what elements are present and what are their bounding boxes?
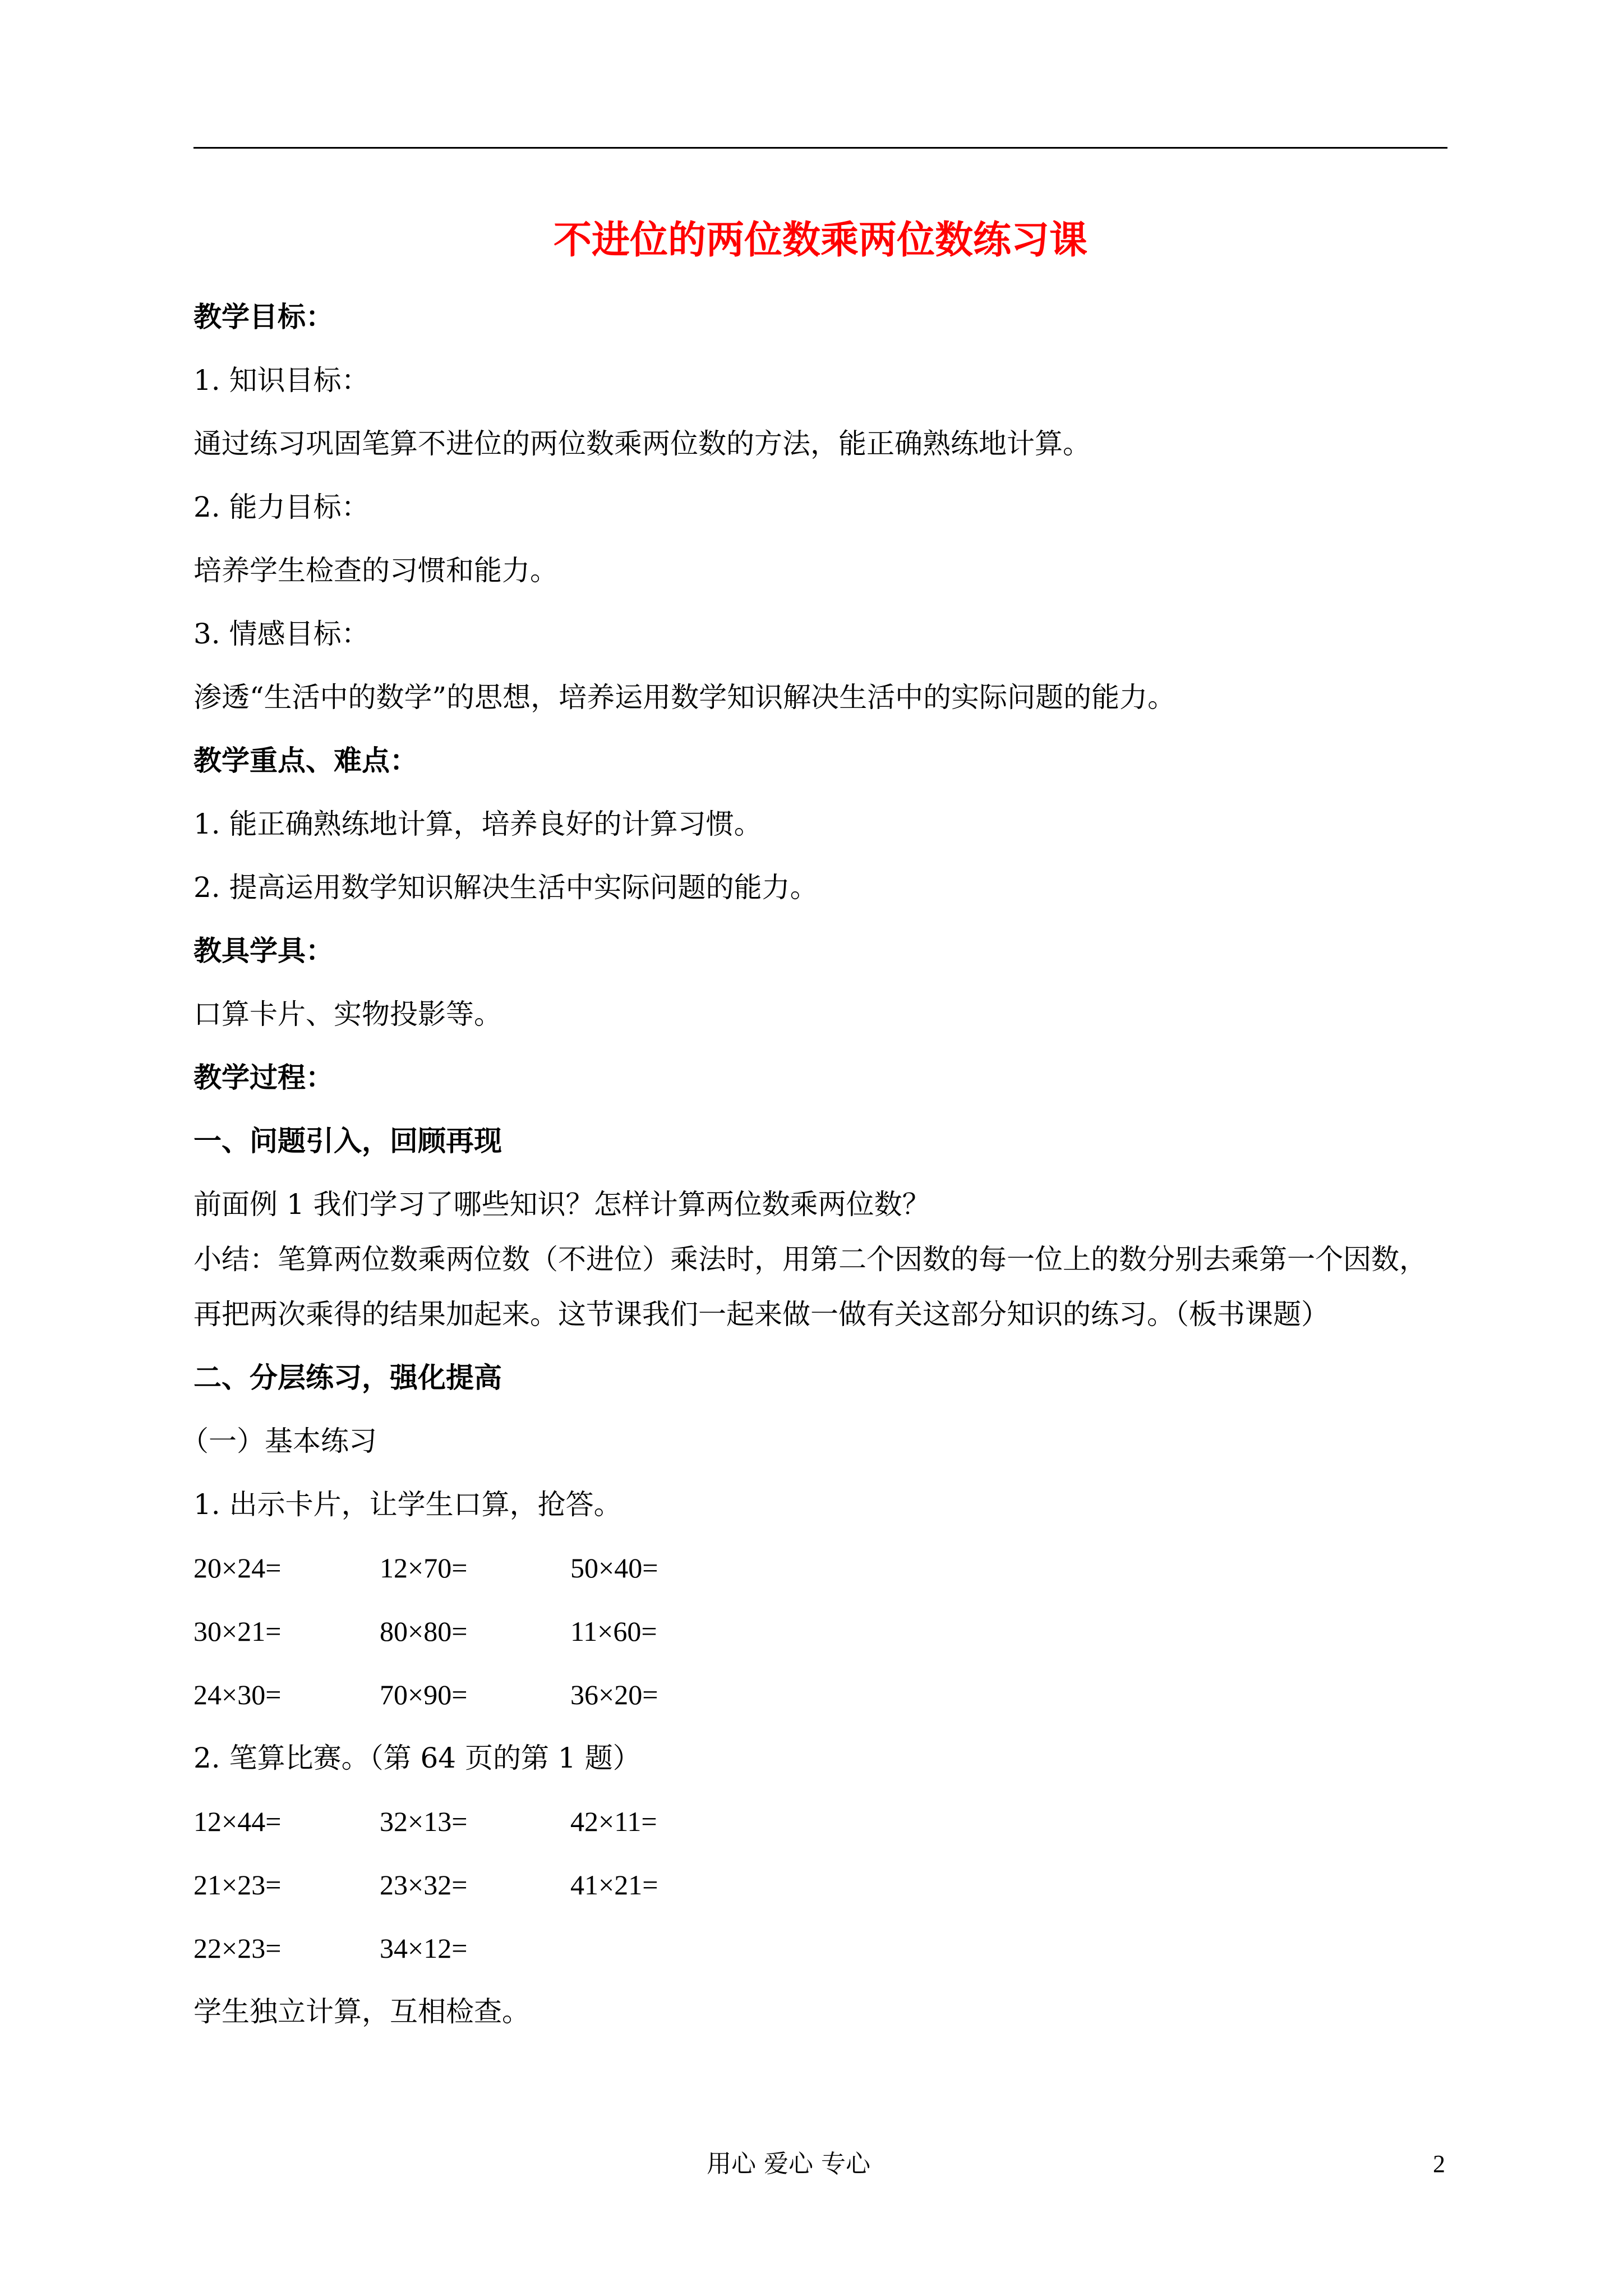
written-problem: 34×12= [380,1932,468,1964]
part-1-text: 前面例 1 我们学习了哪些知识？怎样计算两位数乘两位数？ [193,1188,930,1221]
oral-problem: 30×21= [193,1616,282,1647]
key-point-2: 2. 提高运用数学知识解决生活中实际问题的能力。 [193,871,818,904]
written-problem: 12×44= [193,1806,282,1837]
oral-problem: 12×70= [380,1552,468,1584]
page-number: 2 [1433,2150,1445,2178]
tools-heading: 教具学具： [193,934,334,967]
oral-problem: 70×90= [380,1679,468,1710]
written-problem: 32×13= [380,1806,468,1837]
oral-problem: 24×30= [193,1679,282,1710]
part-2-heading: 二、分层练习，强化提高 [193,1361,502,1394]
written-problem: 23×32= [380,1869,468,1901]
oral-problem: 11×60= [570,1616,657,1647]
closing-text: 学生独立计算，互相检查。 [193,1995,530,2028]
oral-problem: 36×20= [570,1679,658,1710]
written-problem: 21×23= [193,1869,282,1901]
objective-3-text: 渗透“生活中的数学”的思想，培养运用数学知识解决生活中的实际问题的能力。 [193,681,1176,714]
basic-practice-label: （一）基本练习 [181,1425,377,1457]
process-heading: 教学过程： [193,1061,334,1094]
oral-problem: 50×40= [570,1552,658,1584]
objective-3-label: 3. 情感目标： [193,618,370,650]
exercise-2-label: 2. 笔算比赛。（第 64 页的第 1 题） [193,1742,641,1774]
objectives-heading: 教学目标： [193,300,334,333]
objective-2-label: 2. 能力目标： [193,491,370,523]
key-points-heading: 教学重点、难点： [193,744,418,777]
written-problem: 41×21= [570,1869,658,1901]
written-problem: 22×23= [193,1932,282,1964]
summary-line-2: 再把两次乘得的结果加起来。这节课我们一起来做一做有关这部分知识的练习。（板书课题） [193,1298,1329,1331]
header-rule [193,147,1447,149]
objective-2-text: 培养学生检查的习惯和能力。 [193,554,558,587]
objective-1-label: 1. 知识目标： [193,364,370,397]
oral-problem: 80×80= [380,1616,468,1647]
key-point-1: 1. 能正确熟练地计算，培养良好的计算习惯。 [193,808,762,840]
exercise-1-label: 1. 出示卡片，让学生口算，抢答。 [193,1488,622,1521]
summary-line-1: 小结：笔算两位数乘两位数（不进位）乘法时，用第二个因数的每一位上的数分别去乘第一个因数， [193,1243,1427,1276]
document-title: 不进位的两位数乘两位数练习课 [553,218,1087,263]
objective-1-text: 通过练习巩固笔算不进位的两位数乘两位数的方法，能正确熟练地计算。 [193,427,1091,460]
tools-text: 口算卡片、实物投影等。 [193,998,502,1030]
written-problem: 42×11= [570,1806,657,1837]
oral-problem: 20×24= [193,1552,282,1584]
footer-motto: 用心 爱心 专心 [707,2150,870,2178]
part-1-heading: 一、问题引入，回顾再现 [193,1124,502,1157]
